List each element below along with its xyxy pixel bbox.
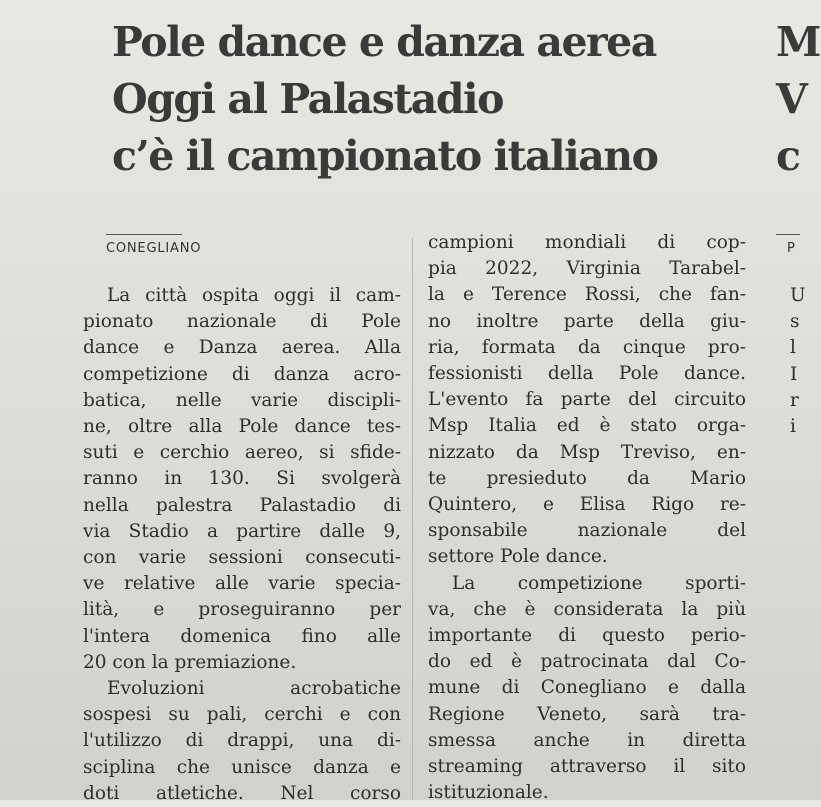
text-line: streaming attraverso il sito bbox=[428, 756, 746, 778]
text-line: te presieduto da Mario bbox=[428, 467, 746, 489]
text-line: U bbox=[790, 285, 806, 306]
text-line: Msp Italia ed è stato orga- bbox=[428, 415, 746, 437]
article-column-2 bbox=[428, 230, 746, 806]
text-line: l'intera domenica fino alle bbox=[83, 625, 401, 647]
text-line: s bbox=[790, 311, 800, 333]
text-line: l bbox=[790, 337, 796, 359]
text-line: sciplina che unisce danza e bbox=[83, 756, 401, 778]
text-line: settore Pole dance. bbox=[428, 546, 608, 568]
headline-line: Pole dance e danza aerea bbox=[112, 18, 656, 66]
text-line: dance e Danza aerea. Alla bbox=[83, 337, 401, 359]
adjacent-headline-line: M bbox=[776, 18, 821, 66]
article-column-1 bbox=[83, 283, 401, 807]
adjacent-headline bbox=[776, 14, 821, 185]
text-line: campioni mondiali di cop- bbox=[428, 232, 746, 253]
text-line: ne, oltre alla Pole dance tes- bbox=[83, 416, 401, 438]
text-line: sospesi su pali, cerchi e con bbox=[83, 704, 401, 726]
text-line: r bbox=[790, 389, 799, 411]
text-line: batica, nelle varie discipli- bbox=[83, 389, 401, 411]
text-line: lità, e proseguiranno per bbox=[83, 599, 401, 621]
text-line: ve relative alle varie specia- bbox=[83, 573, 401, 595]
text-line: nizzato da Msp Treviso, en- bbox=[428, 441, 746, 463]
text-line: fessionisti della Pole dance. bbox=[428, 363, 746, 385]
text-line: suti e cerchio aereo, si sfide- bbox=[83, 442, 401, 464]
kicker-rule bbox=[106, 234, 182, 235]
text-line: mune di Conegliano e dalla bbox=[428, 677, 746, 699]
text-line: istituzionale. bbox=[428, 782, 549, 804]
text-line: I bbox=[790, 363, 798, 385]
text-line: Regione Veneto, sarà tra- bbox=[428, 703, 746, 725]
adjacent-kicker-rule bbox=[776, 234, 800, 235]
text-line: do ed è patrocinata dal Co- bbox=[428, 651, 746, 673]
text-line: importante di questo perio- bbox=[428, 625, 746, 647]
text-line: ranno in 130. Si svolgerà bbox=[83, 468, 401, 490]
text-line: 20 con la premiazione. bbox=[83, 651, 297, 673]
text-line: sponsabile nazionale del bbox=[428, 520, 746, 542]
text-line: competizione di danza acro- bbox=[83, 363, 401, 385]
kicker: CONEGLIANO bbox=[106, 241, 202, 256]
adjacent-kicker: P bbox=[787, 241, 795, 256]
text-line: pionato nazionale di Pole bbox=[83, 311, 401, 333]
headline-line: c’è il campionato italiano bbox=[112, 132, 658, 180]
column-divider bbox=[412, 238, 413, 800]
text-line: La città ospita oggi il cam- bbox=[107, 285, 401, 306]
text-line: La competizione sporti- bbox=[452, 572, 746, 594]
text-line: ria, formata da cinque pro- bbox=[428, 336, 746, 358]
adjacent-headline-line: V bbox=[776, 75, 808, 123]
text-line: l'utilizzo di drappi, una di- bbox=[83, 730, 401, 752]
text-line: con varie sessioni consecuti- bbox=[83, 547, 401, 569]
text-line: no inoltre parte della giu- bbox=[428, 310, 746, 332]
adjacent-headline-line: c bbox=[776, 132, 801, 180]
text-line: Quintero, e Elisa Rigo re- bbox=[428, 494, 746, 516]
text-line: la e Terence Rossi, che fan- bbox=[428, 284, 746, 306]
headline-line: Oggi al Palastadio bbox=[112, 75, 503, 123]
text-line: L'evento fa parte del circuito bbox=[428, 389, 746, 411]
text-line: smessa anche in diretta bbox=[428, 729, 746, 751]
text-line: i bbox=[790, 416, 796, 438]
adjacent-article-column bbox=[790, 283, 810, 440]
text-line: pia 2022, Virginia Tarabel- bbox=[428, 258, 746, 280]
text-line: nella palestra Palastadio di bbox=[83, 494, 401, 516]
headline bbox=[112, 14, 752, 185]
text-line: va, che è considerata la più bbox=[428, 598, 746, 620]
text-line: Evoluzioni acrobatiche bbox=[107, 678, 401, 700]
text-line: via Stadio a partire dalle 9, bbox=[83, 520, 401, 542]
text-line: doti atletiche. Nel corso bbox=[83, 782, 401, 804]
